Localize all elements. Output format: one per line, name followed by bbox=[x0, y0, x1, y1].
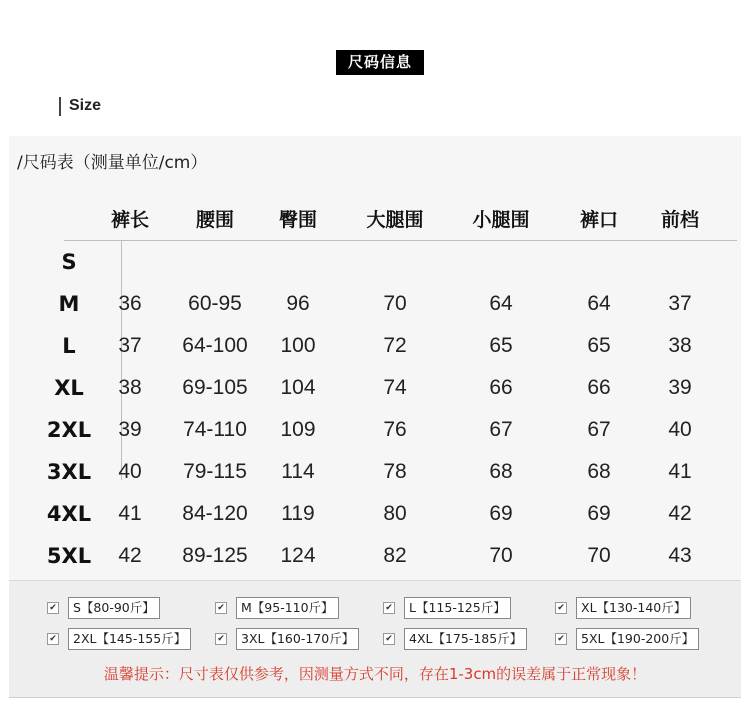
size-label: L bbox=[62, 334, 76, 358]
weight-legend bbox=[9, 580, 741, 698]
table-cell: 65 bbox=[489, 334, 513, 357]
table-cell bbox=[559, 241, 639, 283]
weight-legend-item bbox=[215, 629, 359, 649]
weight-legend-item bbox=[555, 629, 699, 649]
weight-legend-item bbox=[383, 598, 511, 618]
table-cell: 67 bbox=[489, 418, 513, 441]
size-label: 4XL bbox=[46, 502, 92, 526]
table-cell: 104 bbox=[280, 376, 316, 399]
table-cell: 64 bbox=[489, 292, 513, 315]
checkbox-icon[interactable]: ✔ bbox=[555, 602, 567, 614]
table-row bbox=[39, 451, 739, 493]
table-cell: 60-95 bbox=[188, 292, 242, 315]
table-cell: 39 bbox=[118, 418, 142, 441]
table-cell: 42 bbox=[118, 544, 142, 567]
table-cell bbox=[340, 241, 450, 283]
table-cell: 114 bbox=[281, 460, 315, 483]
table-cell: 42 bbox=[668, 502, 692, 525]
table-cell: 38 bbox=[118, 376, 142, 399]
table-cell: 124 bbox=[280, 544, 316, 567]
checkbox-icon[interactable]: ✔ bbox=[47, 602, 59, 614]
column-header: 小腿围 bbox=[472, 209, 530, 231]
table-cell: 109 bbox=[280, 418, 316, 441]
weight-legend-item bbox=[555, 598, 691, 618]
table-cell: 39 bbox=[668, 376, 692, 399]
size-heading bbox=[59, 94, 101, 118]
table-cell: 82 bbox=[383, 544, 407, 567]
table-row bbox=[39, 325, 739, 367]
table-row bbox=[39, 535, 739, 577]
table-cell: 41 bbox=[668, 460, 692, 483]
table-cell: 65 bbox=[587, 334, 611, 357]
table-cell: 68 bbox=[587, 460, 611, 483]
table-cell: 119 bbox=[281, 502, 315, 525]
weight-range-label: 3XL【160-170斤】 bbox=[236, 628, 359, 650]
table-cell: 72 bbox=[383, 334, 407, 357]
checkbox-icon[interactable]: ✔ bbox=[215, 633, 227, 645]
size-label: 3XL bbox=[46, 460, 92, 484]
table-cell: 74 bbox=[383, 376, 407, 399]
measurement-tip: 温馨提示：尺寸表仅供参考，因测量方式不同，存在1-3cm的误差属于正常现象！ bbox=[103, 665, 647, 683]
table-row bbox=[39, 241, 739, 283]
checkbox-icon[interactable]: ✔ bbox=[383, 602, 395, 614]
table-cell bbox=[90, 241, 170, 283]
table-cell: 80 bbox=[383, 502, 407, 525]
table-row bbox=[39, 493, 739, 535]
weight-legend-item bbox=[215, 598, 339, 618]
size-label: M bbox=[58, 292, 80, 316]
table-cell: 38 bbox=[668, 334, 692, 357]
table-cell: 69 bbox=[587, 502, 611, 525]
weight-legend-item bbox=[47, 598, 160, 618]
weight-range-label: 2XL【145-155斤】 bbox=[68, 628, 191, 650]
column-header: 腰围 bbox=[195, 209, 234, 231]
table-cell: 37 bbox=[668, 292, 692, 315]
weight-legend-item bbox=[383, 629, 527, 649]
column-header: 裤口 bbox=[579, 209, 618, 231]
weight-range-label: 4XL【175-185斤】 bbox=[404, 628, 527, 650]
table-cell: 100 bbox=[280, 334, 316, 357]
table-cell: 84-120 bbox=[182, 502, 248, 525]
heading-divider bbox=[59, 97, 61, 116]
table-cell: 40 bbox=[118, 460, 142, 483]
table-row bbox=[39, 367, 739, 409]
checkbox-icon[interactable]: ✔ bbox=[555, 633, 567, 645]
table-cell bbox=[645, 241, 715, 283]
table-cell: 78 bbox=[383, 460, 407, 483]
table-cell: 68 bbox=[489, 460, 513, 483]
weight-range-label: XL【130-140斤】 bbox=[576, 597, 691, 619]
weight-legend-item bbox=[47, 629, 191, 649]
table-cell: 64 bbox=[587, 292, 611, 315]
weight-range-label: 5XL【190-200斤】 bbox=[576, 628, 699, 650]
table-cell: 66 bbox=[587, 376, 611, 399]
weight-range-label: S【80-90斤】 bbox=[68, 597, 160, 619]
size-label: 2XL bbox=[46, 418, 92, 442]
size-chart-caption: /尺码表（测量单位/cm） bbox=[17, 153, 208, 173]
table-cell: 40 bbox=[668, 418, 692, 441]
table-cell bbox=[165, 241, 265, 283]
checkbox-icon[interactable]: ✔ bbox=[215, 602, 227, 614]
table-cell: 69 bbox=[489, 502, 513, 525]
table-cell: 69-105 bbox=[182, 376, 248, 399]
table-row bbox=[39, 409, 739, 451]
column-header: 大腿围 bbox=[366, 209, 424, 231]
table-cell: 79-115 bbox=[183, 460, 247, 483]
size-label: S bbox=[61, 250, 77, 274]
table-cell: 70 bbox=[383, 292, 407, 315]
table-cell bbox=[446, 241, 556, 283]
table-cell: 43 bbox=[668, 544, 692, 567]
weight-range-label: M【95-110斤】 bbox=[236, 597, 339, 619]
table-cell: 74-110 bbox=[183, 418, 247, 441]
column-header: 臀围 bbox=[278, 209, 317, 231]
table-cell: 41 bbox=[118, 502, 142, 525]
table-cell: 64-100 bbox=[182, 334, 248, 357]
size-chart-panel bbox=[9, 136, 741, 580]
size-heading-label: Size bbox=[69, 97, 102, 114]
table-cell: 70 bbox=[489, 544, 513, 567]
checkbox-icon[interactable]: ✔ bbox=[383, 633, 395, 645]
size-label: XL bbox=[54, 376, 84, 400]
table-cell: 70 bbox=[587, 544, 611, 567]
table-cell: 96 bbox=[286, 292, 310, 315]
size-label: 5XL bbox=[46, 544, 92, 568]
table-cell: 36 bbox=[118, 292, 142, 315]
table-cell: 67 bbox=[587, 418, 611, 441]
column-header: 裤长 bbox=[110, 209, 149, 231]
checkbox-icon[interactable]: ✔ bbox=[47, 633, 59, 645]
size-info-title: 尺码信息 bbox=[336, 50, 424, 75]
table-cell bbox=[263, 241, 333, 283]
table-cell: 37 bbox=[118, 334, 142, 357]
table-cell: 89-125 bbox=[182, 544, 248, 567]
table-row bbox=[39, 283, 739, 325]
table-cell: 76 bbox=[383, 418, 407, 441]
table-cell: 66 bbox=[489, 376, 513, 399]
weight-range-label: L【115-125斤】 bbox=[404, 597, 511, 619]
column-header: 前档 bbox=[660, 209, 699, 231]
